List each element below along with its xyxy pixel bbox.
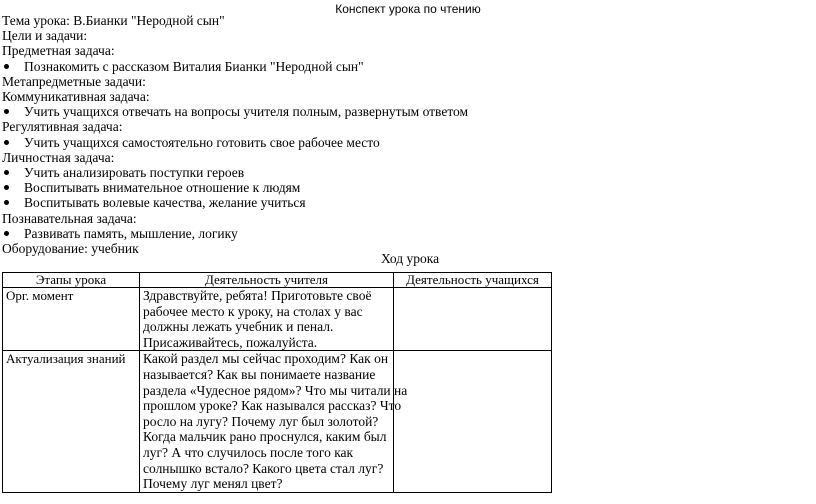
- teacher-activity-line: раздела «Чудесное рядом»? Что мы читали на: [143, 382, 408, 398]
- line-text: Предметная задача:: [2, 43, 115, 59]
- bullet-icon: [4, 170, 9, 175]
- teacher-activity-line: Почему луг менял цвет?: [143, 476, 283, 492]
- teacher-activity-cell: [140, 351, 408, 492]
- table-header-row: [3, 273, 552, 288]
- column-header-stages: Этапы урока: [3, 273, 140, 288]
- line-text: Личностная задача:: [2, 149, 115, 165]
- teacher-activity-line: Когда мальчик рано проснулся, каким был: [143, 429, 387, 445]
- teacher-activity-line: называется? Как вы понимаете название: [143, 366, 376, 382]
- text-line: [2, 28, 814, 43]
- bullet-item: [2, 195, 814, 210]
- line-text: Учить анализировать поступки героев: [24, 165, 245, 181]
- text-line: [2, 74, 814, 89]
- teacher-activity-line: Какой раздел мы сейчас проходим? Как он: [143, 351, 389, 367]
- bullet-item: [2, 180, 814, 195]
- student-activity-cell: [394, 351, 552, 492]
- bullet-item: [2, 104, 814, 119]
- teacher-activity-line: Здравствуйте, ребята! Приготовьте своё: [143, 288, 372, 303]
- bullet-item: [2, 226, 814, 241]
- bullet-icon: [4, 200, 9, 205]
- line-text: Воспитывать внимательное отношение к людям: [24, 180, 301, 196]
- text-line: [2, 119, 814, 134]
- text-line: [2, 89, 814, 104]
- line-text: Учить учащихся отвечать на вопросы учителя полным, развернутым ответом: [24, 104, 469, 120]
- bullet-item: [2, 165, 814, 180]
- bullet-icon: [4, 231, 9, 236]
- line-text: Развивать память, мышление, логику: [24, 225, 238, 241]
- teacher-activity-line: рабочее место к уроку, на столах у вас: [143, 303, 363, 319]
- teacher-activity-line: должны лежать учебник и пенал.: [143, 319, 334, 335]
- lesson-goals: [2, 13, 814, 256]
- line-text: Познавательная задача:: [2, 210, 137, 226]
- teacher-activity-line: прошлом уроке? Как назывался рассказ? Что: [143, 398, 402, 414]
- line-text: Познакомить с рассказом Виталия Бианки "Неродной сын": [24, 58, 364, 74]
- bullet-icon: [4, 140, 9, 145]
- text-line: [2, 13, 814, 28]
- bullet-icon: [4, 185, 9, 190]
- column-header-students: Деятельность учащихся: [394, 273, 552, 288]
- bullet-item: [2, 59, 814, 74]
- line-text: Коммуникативная задача:: [2, 89, 150, 105]
- bullet-icon: [4, 109, 9, 114]
- table-row: [3, 351, 552, 492]
- section-title: Ход урока: [381, 251, 440, 266]
- stage-cell: Орг. момент: [3, 288, 140, 351]
- column-header-teacher: Деятельность учителя: [140, 273, 394, 288]
- bullet-icon: [4, 64, 9, 69]
- line-text: Регулятивная задача:: [2, 119, 123, 135]
- text-line: [2, 211, 814, 226]
- line-text: Воспитывать волевые качества, желание учиться: [24, 195, 306, 211]
- bullet-item: [2, 135, 814, 150]
- line-text: Метапредметные задачи:: [2, 73, 146, 89]
- teacher-activity-line: росло на лугу? Почему луг был золотой?: [143, 413, 379, 429]
- text-line: [2, 43, 814, 58]
- lesson-table: [2, 272, 552, 493]
- teacher-activity-line: луг? А что случилось после того как: [143, 444, 354, 460]
- teacher-activity-cell: [140, 288, 394, 351]
- line-text: Цели и задачи:: [2, 28, 88, 44]
- student-activity-cell: [394, 288, 552, 351]
- line-text: Учить учащихся самостоятельно готовить свое рабочее место: [24, 134, 380, 150]
- text-line: [2, 150, 814, 165]
- line-text: Тема урока: В.Бианки "Неродной сын": [2, 13, 225, 28]
- table-row: [3, 288, 552, 351]
- teacher-activity-line: Присаживайтесь, пожалуйста.: [143, 334, 318, 350]
- stage-cell: Актуализация знаний: [3, 351, 140, 492]
- teacher-activity-line: солнышко встало? Какого цвета стал луг?: [143, 460, 384, 476]
- document-header: Конспект урока по чтению: [335, 2, 481, 16]
- line-text: Оборудование: учебник: [2, 241, 139, 257]
